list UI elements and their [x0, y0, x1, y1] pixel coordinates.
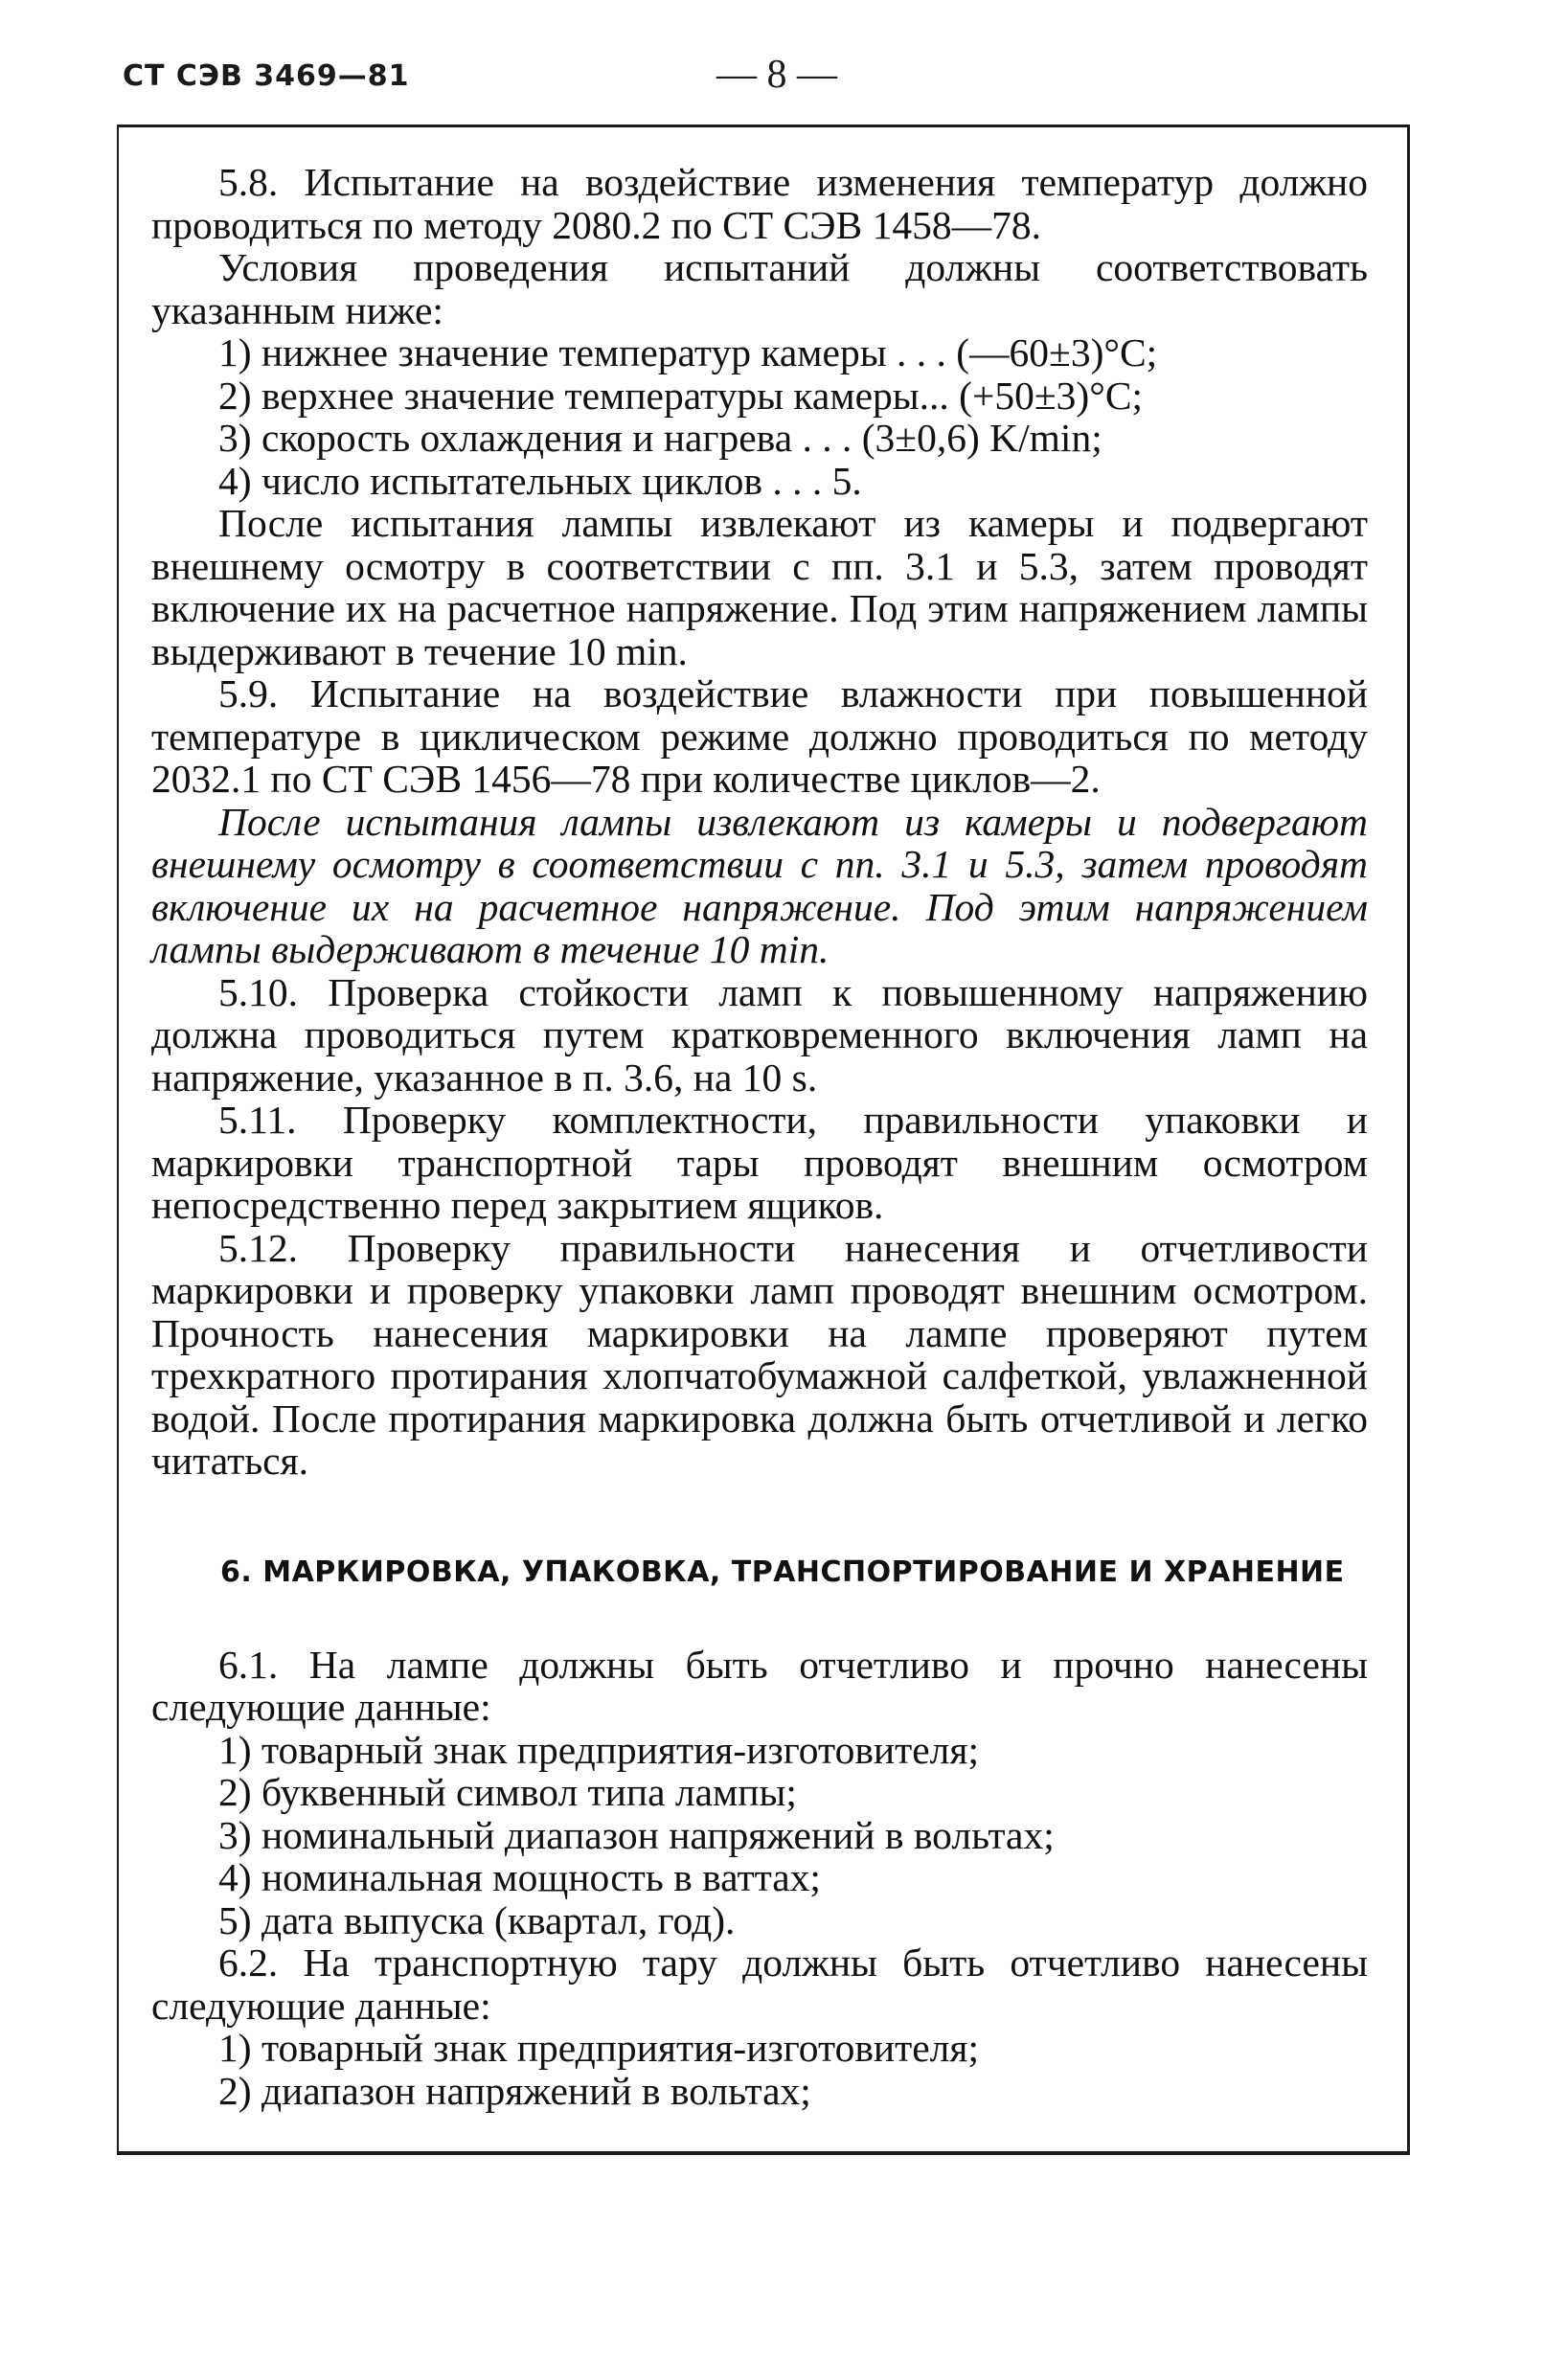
list-item: 2) буквенный символ типа лампы; [218, 1770, 797, 1814]
paragraph-5-8-after: После испытания лампы извлекают из камеры и подвергают внешнему осмотру в соответствии с пп. 3.1 и 5.3, затем проводят включение их на расчетное напряжение. Под этим напряжением лампы выдерживают в течение 10 min. [151, 501, 1368, 673]
paragraph-5-8-conditions: Условия проведения испытаний должны соответствовать указанным ниже: [151, 245, 1368, 332]
list-item: 1) нижнее значение температур камеры . . . (—60±3)°С; [218, 330, 1158, 374]
list-item: 2) верхнее значение температуры камеры... (+50±3)°С; [218, 373, 1144, 418]
list-item: 4) номинальная мощность в ваттах; [218, 1855, 821, 1899]
list-item: 2) диапазон напряжений в вольтах; [218, 2068, 811, 2113]
paragraph-5-10: 5.10. Проверка стойкости ламп к повышенному напряжению должна проводиться путем кратковременного включения ламп на напряжение, указанное в п. 3.6, на 10 s. [151, 969, 1368, 1100]
paragraph-5-12: 5.12. Проверку правильности нанесения и отчетливости маркировки и проверку упаковки ламп проводят внешним осмотром. Прочность нанесения маркировки на лампе проверяют путем трехкратного протирания хлопчатобумажной салфеткой, увлажненной водой. После протирания маркировка должна быть отчетливой и легко читаться. [151, 1225, 1368, 1483]
list-item: 5) дата выпуска (квартал, год). [218, 1897, 736, 1942]
list-item: 1) товарный знак предприятия-изготовителя; [218, 2026, 980, 2070]
section-6-title: 6. МАРКИРОВКА, УПАКОВКА, ТРАНСПОРТИРОВАНИЕ И ХРАНЕНИЕ [220, 1554, 1345, 1589]
standard-code: СТ СЭВ 3469—81 [123, 59, 410, 93]
list-item: 3) номинальный диапазон напряжений в вольтах; [218, 1812, 1055, 1857]
list-item: 1) товарный знак предприятия-изготовителя; [218, 1727, 980, 1772]
paragraph-5-9: 5.9. Испытание на воздействие влажности при повышенной температуре в циклическом режиме должно проводиться по методу 2032.1 по СТ СЭВ 1456—78 при количестве циклов—2. [151, 671, 1368, 801]
paragraph-5-11: 5.11. Проверку комплектности, правильности упаковки и маркировки транспортной тары проводят внешним осмотром непосредственно перед закрытием ящиков. [151, 1098, 1368, 1227]
list-item: 4) число испытательных циклов . . . 5. [218, 458, 862, 503]
document-body [151, 161, 1368, 2112]
paragraph-6-2: 6.2. На транспортную тару должны быть отчетливо нанесены следующие данные: [151, 1940, 1368, 2028]
paragraph-5-9-after: После испытания лампы извлекают из камеры и подвергают внешнему осмотру в соответствии с пп. 3.1 и 5.3, затем проводят включение их на расчетное напряжение. Под этим напряжением лампы выдерживают в течение 10 min. [151, 799, 1368, 971]
page-header [123, 46, 1444, 113]
paragraph-5-8: 5.8. Испытание на воздействие изменения температур должно проводиться по методу 2080.2 по СТ СЭВ 1458—78. [151, 160, 1368, 247]
list-item: 3) скорость охлаждения и нагрева . . . (3±0,6) K/min; [218, 416, 1102, 460]
paragraph-6-1: 6.1. На лампе должны быть отчетливо и прочно нанесены следующие данные: [151, 1642, 1368, 1729]
page-number: — 8 — [716, 53, 837, 97]
